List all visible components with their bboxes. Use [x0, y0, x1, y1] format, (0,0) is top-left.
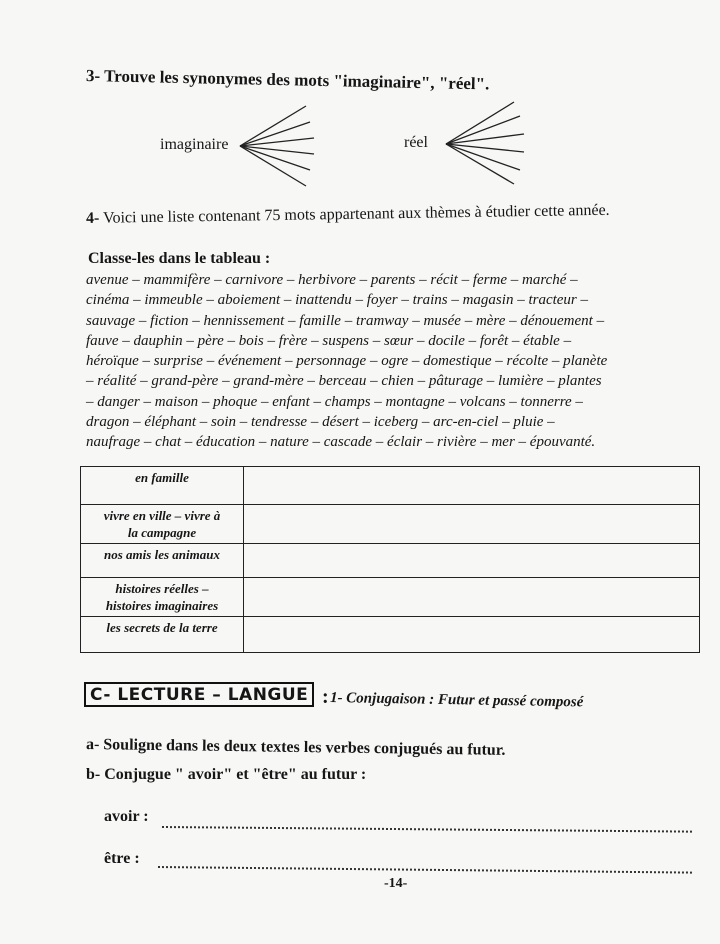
answer-cell[interactable] [244, 617, 700, 653]
category-cell [81, 467, 244, 505]
word-list-line: sauvage – fiction – hennissement – famille – tramway – musée – mère – dénouement – [86, 312, 605, 329]
conj-etre-label: être : [104, 850, 140, 867]
table-row [81, 617, 700, 653]
category-label: les secrets de la terre [106, 620, 218, 635]
page-number: -14- [384, 876, 408, 891]
word-list-line: – danger – maison – phoque – enfant – champs – montagne – volcans – tonnerre – [86, 393, 583, 410]
category-label: histoires réelles – [115, 581, 209, 596]
table-row [81, 505, 700, 544]
question-a [86, 736, 506, 760]
question-4-number: 4- [85, 209, 100, 227]
category-label: en famille [135, 470, 189, 485]
section-colon: : [322, 686, 329, 708]
question-b [86, 766, 366, 784]
answer-cell[interactable] [244, 505, 700, 544]
word-list-line: dragon – éléphant – soin – tendresse – désert – iceberg – arc-en-ciel – pluie – [86, 414, 555, 431]
question-3-number: 3- [85, 66, 101, 86]
section-c-title: C- LECTURE – LANGUE [84, 682, 314, 707]
question-b-label: b- [86, 766, 101, 783]
category-label: nos amis les animaux [104, 547, 220, 562]
category-cell [81, 617, 244, 653]
question-a-label: a- [85, 736, 100, 754]
synonym-fan-imaginaire [236, 104, 320, 188]
word-list [86, 270, 706, 453]
word-list-line: héroïque – surprise – événement – personnage – ogre – domestique – récolte – planète [86, 353, 608, 370]
word-list-line: avenue – mammifère – carnivore – herbivore – parents – récit – ferme – marché – [86, 272, 578, 288]
answer-line-etre[interactable] [158, 866, 692, 874]
category-label: histoires imaginaires [105, 598, 219, 613]
question-4-title [86, 202, 610, 228]
question-3-text: Trouve les synonymes des mots "imaginaire", "réel". [103, 66, 490, 94]
word-list-line: naufrage – chat – éducation – nature – cascade – éclair – rivière – mer – épouvanté. [86, 434, 596, 451]
word-imaginaire: imaginaire [160, 136, 229, 153]
category-cell [81, 505, 244, 544]
table-row [81, 544, 700, 578]
word-list-line: fauve – dauphin – père – bois – frère – suspens – sœur – docile – forêt – étable – [86, 332, 572, 349]
category-cell [81, 578, 244, 617]
table-row [81, 467, 700, 505]
word-list-line: cinéma – immeuble – aboiement – inattendu – foyer – trains – magasin – tracteur – [86, 292, 589, 309]
synonym-fan-reel [440, 100, 530, 186]
classification-table [80, 466, 700, 653]
question-4-instruction: Classe-les dans le tableau : [88, 250, 271, 267]
answer-line-avoir[interactable] [162, 826, 692, 833]
conj-avoir-label: avoir : [104, 808, 149, 825]
question-4-text: Voici une liste contenant 75 mots appartenant aux thèmes à étudier cette année. [102, 201, 610, 227]
answer-cell[interactable] [244, 544, 700, 578]
word-reel: réel [404, 134, 428, 151]
answer-cell[interactable] [244, 578, 700, 617]
question-b-text: Conjugue " avoir" et "être" au futur : [104, 766, 367, 783]
category-label: vivre en ville – vivre à [103, 508, 221, 523]
word-list-line: – réalité – grand-père – grand-mère – berceau – chien – pâturage – lumière – plantes [86, 373, 602, 390]
question-3-title [86, 66, 490, 94]
section-c-subtitle: 1- Conjugaison : Futur et passé composé [329, 690, 584, 711]
question-a-text: Souligne dans les deux textes les verbes conjugués au futur. [103, 736, 506, 759]
answer-cell[interactable] [244, 467, 700, 505]
table-row [81, 578, 700, 617]
category-cell [81, 544, 244, 578]
category-label: la campagne [127, 525, 197, 540]
